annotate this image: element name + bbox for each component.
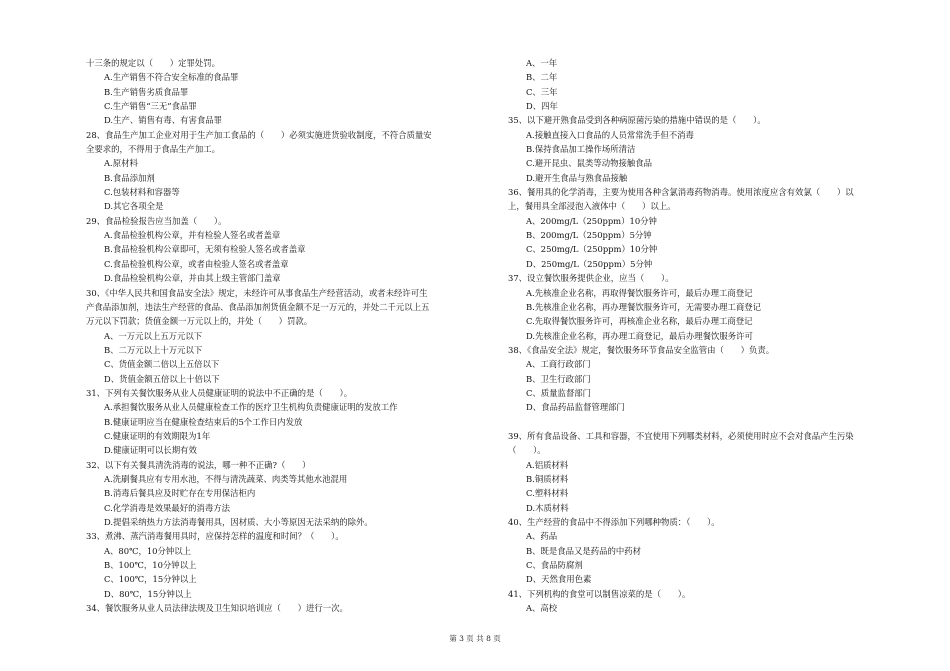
answer-option: D、天然食用色素 [526, 574, 592, 585]
answer-option: C、食品防腐剂 [526, 560, 583, 571]
answer-option: B、二万元以上十万元以下 [104, 344, 203, 355]
question-text: 万元以下罚款；货值金额一万元以上的，并处（ ）罚款。 [86, 316, 313, 327]
answer-option: C.食品检验机构公章，或者由检验人签名或者盖章 [104, 258, 289, 269]
answer-option: A、一万元以上五万元以下 [104, 330, 203, 341]
answer-option: D.避开生食品与熟食品接触 [526, 172, 628, 183]
answer-option: A、80℃，10分钟以上 [104, 545, 191, 556]
answer-option: C.先取得餐饮服务许可，再核准企业名称，最后办理工商登记 [526, 316, 753, 327]
question-text: 31、下列有关餐饮服务从业人员健康证明的说法中不正确的是（ ）。 [86, 387, 353, 398]
answer-option: C.生产销售“三无”食品罪 [104, 101, 197, 112]
answer-option: C.化学消毒是效果最好的消毒方法 [104, 502, 231, 513]
question-text: 28、食品生产加工企业对用于生产加工食品的（ ）必须实施进货验收制度，不符合质量安 [86, 129, 432, 140]
answer-option: D.提倡采纳热力方法消毒餐用具，因材质、大小等原因无法采纳的除外。 [104, 517, 373, 527]
answer-option: A、高校 [526, 603, 558, 614]
question-text: 上，餐用具全部浸泡入液体中（ ）以上。 [508, 201, 676, 212]
answer-option: B.保持食品加工操作场所清洁 [526, 144, 636, 155]
left-column [86, 56, 466, 615]
answer-option: A.先核准企业名称，再取得餐饮服务许可，最后办理工商登记 [526, 287, 753, 298]
question-text: 35、以下避开熟食品受到各种病原菌污染的措施中错误的是（ ）。 [508, 115, 766, 126]
answer-option: B、卫生行政部门 [526, 373, 591, 384]
answer-option: C.包装材料和容器等 [104, 187, 180, 198]
answer-option: C、质量监督部门 [526, 387, 592, 398]
question-text: 全要求的，不得用于食品生产加工。 [86, 144, 220, 155]
right-column [508, 56, 898, 615]
question-text: 36、餐用具的化学消毒，主要为使用各种含氯消毒药物消毒。使用浓度应含有效氯（ ）以 [508, 187, 854, 198]
answer-option: D、250mg/L（250ppm）5分钟 [526, 258, 653, 269]
answer-option: B.铜质材料 [526, 473, 569, 484]
question-text: 41、下列机构的食堂可以制售凉菜的是（ ）。 [508, 588, 691, 599]
answer-option: D.木质材料 [526, 502, 569, 513]
question-text: 34、餐饮服务从业人员法律法规及卫生知识培训应（ ）进行一次。 [86, 603, 348, 614]
answer-option: B.食品添加剂 [104, 172, 155, 183]
answer-option: A、一年 [526, 58, 558, 68]
answer-option: B、既是食品又是药品的中药材 [526, 545, 642, 556]
answer-option: B、200mg/L（250ppm）5分钟 [526, 230, 652, 241]
answer-option: A.原材料 [104, 158, 138, 169]
answer-option: D.健康证明可以长期有效 [104, 445, 197, 456]
blank-line [508, 415, 898, 429]
answer-option: B、100℃，10分钟以上 [104, 560, 197, 571]
answer-option: B.生产销售劣质食品罪 [104, 86, 189, 97]
question-text: 38、《食品安全法》规定，餐饮服务环节食品安全监管由（ ）负责。 [508, 344, 775, 355]
answer-option: C、货值金额二倍以上五倍以下 [104, 359, 220, 370]
answer-option: C、250mg/L（250ppm）10分钟 [526, 244, 658, 255]
answer-option: A、药品 [526, 531, 558, 542]
question-text: 产食品添加剂，违法生产经营的食品、食品添加剂货值金额不足一万元的，并处二千元以上五 [86, 301, 430, 312]
question-text: 39、所有食品设备、工具和容器，不宜使用下列哪类材料，必须使用时应不会对食品产生污染 [508, 430, 854, 441]
answer-option: B.食品检验机构公章即可，无须有检验人签名或者盖章 [104, 244, 306, 255]
answer-option: D.其它各项全是 [104, 201, 164, 212]
answer-option: A.接触直接入口食品的人员常常洗手但不消毒 [526, 129, 694, 140]
answer-option: D.生产、销售有毒、有害食品罪 [104, 115, 222, 126]
answer-option: A.洗刷餐具应有专用水池，不得与清洗蔬菜、肉类等其他水池混用 [104, 473, 348, 484]
answer-option: B.先核准企业名称，再办理餐饮服务许可，无需要办理工商登记 [526, 301, 761, 312]
answer-option: D.食品检验机构公章，并由其上级主管部门盖章 [104, 273, 281, 284]
question-text: 40、生产经营的食品中不得添加下列哪种物质：（ ）。 [508, 517, 720, 527]
question-text: 十三条的规定以（ ）定罪处罚。 [86, 58, 220, 68]
answer-option: C.避开昆虫、鼠类等动物接触食品 [526, 158, 653, 169]
answer-option: B.消毒后餐具应及时贮存在专用保洁柜内 [104, 488, 256, 499]
answer-option: D、四年 [526, 101, 558, 112]
answer-option: D、食品药品监督管理部门 [526, 402, 625, 413]
answer-option: A.承担餐饮服务从业人员健康检查工作的医疗卫生机构负责健康证明的发放工作 [104, 402, 398, 413]
question-text: 29、食品检验报告应当加盖（ ）。 [86, 215, 227, 226]
answer-option: C、三年 [526, 86, 558, 97]
answer-option: D、80℃，15分钟以上 [104, 588, 192, 599]
answer-option: A.食品检验机构公章，并有检验人签名或者盖章 [104, 230, 281, 241]
question-text: （ ）。 [508, 445, 546, 456]
question-text: 33、煮沸、蒸汽消毒餐用具时，应保持怎样的温度和时间？（ ）。 [86, 531, 344, 542]
question-text: 32、以下有关餐具清洗消毒的说法，哪一种不正确?（ ） [86, 459, 311, 470]
answer-option: A.铝质材料 [526, 459, 569, 470]
question-text: 37、设立餐饮服务提供企业，应当（ ）。 [508, 273, 674, 284]
answer-option: B、二年 [526, 72, 558, 83]
answer-option: D、货值金额五倍以上十倍以下 [104, 373, 220, 384]
answer-option: B.健康证明应当在健康检查结束后的5个工作日内发放 [104, 416, 303, 427]
answer-option: C.塑料材料 [526, 488, 569, 499]
answer-option: A.生产销售不符合安全标准的食品罪 [104, 72, 239, 83]
answer-option: C、100℃，15分钟以上 [104, 574, 197, 585]
answer-option: D.先核准企业名称，再办理工商登记，最后办理餐饮服务许可 [526, 330, 753, 341]
answer-option: C.健康证明的有效期限为1年 [104, 430, 211, 441]
page-footer: 第 3 页 共 8 页 [449, 634, 501, 643]
answer-option: A、工商行政部门 [526, 359, 591, 370]
answer-option: A、200mg/L（250ppm）10分钟 [526, 215, 657, 226]
question-text: 30、《中华人民共和国食品安全法》规定，未经许可从事食品生产经营活动，或者未经许可生 [86, 287, 428, 298]
